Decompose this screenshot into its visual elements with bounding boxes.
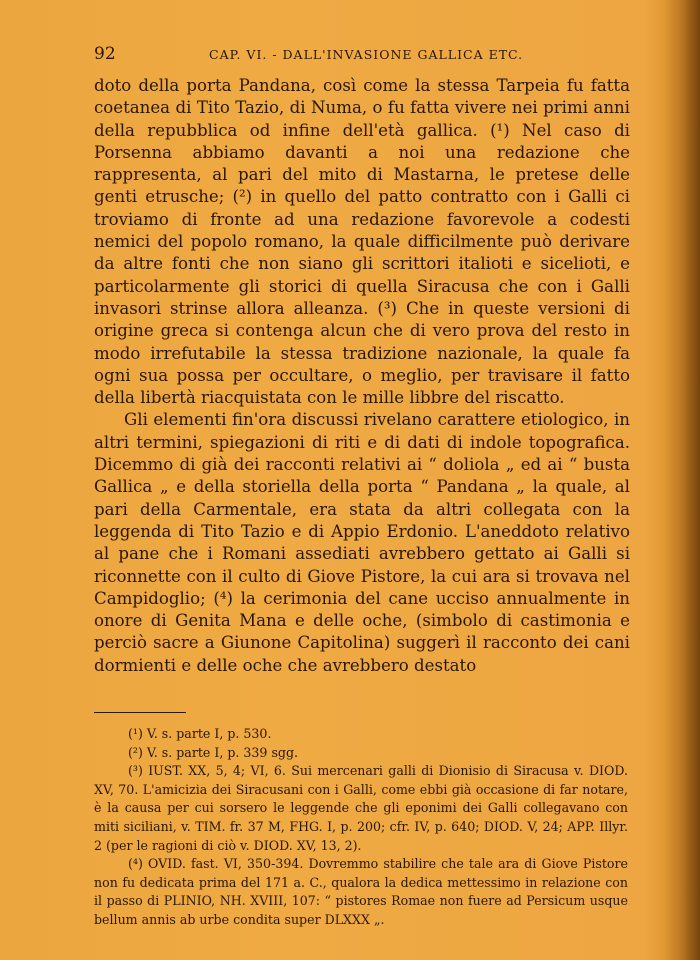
footnote-2: (²) V. s. parte I, p. 339 sgg. bbox=[128, 744, 299, 760]
footnote-3: (³) IUST. XX, 5, 4; VI, 6. Sui mercenari galli di Dionisio di Siracusa v. DIOD. XV, 70. L'amicizia dei Siracusani con i Galli, come ebbi già occasione di far notare, è la causa per cui sorsero le leggende che gli eponimi dei Galli collegavano con miti siciliani, v. TIM. fr. 37 M, FHG. I, p. 200; cfr. IV, p. 640; DIOD. V, 24; APP. Illyr. 2 (per le ragioni di ciò v. DIOD. XV, 13, 2). bbox=[94, 763, 628, 853]
page-number: 92 bbox=[94, 44, 116, 64]
page-header bbox=[94, 44, 634, 68]
footnote-1: (¹) V. s. parte I, p. 530. bbox=[128, 726, 272, 741]
main-text bbox=[94, 75, 630, 677]
footnote-separator bbox=[94, 712, 186, 713]
paragraph-2: Gli elementi fin'ora discussi rivelano carattere etiologico, in altri termini, spiegazioni di riti e di dati di indole topografica. Dicemmo di già dei racconti relativi ai “ doliola „ ed ai “ busta Gallica „ e della storiella della porta “ Pandana „ la quale, al pari della Carmentale, era stata da altri collegata con la leggenda di Tito Tazio e di Appio Erdonio. L'aneddoto relativo al pane che i Romani assediati avrebbero gettato ai Galli si riconnette con il culto di Giove Pistore, la cui ara si trovava nel Campidoglio; (⁴) la cerimonia del cane ucciso annualmente in onore di Genita Mana e delle oche, (simbolo di castimonia e perciò sacre a Giunone Capitolina) suggerì il racconto dei cani dormienti e delle oche che avrebbero destato bbox=[94, 410, 630, 675]
running-title: CAP. VI. - DALL'INVASIONE GALLICA ETC. bbox=[209, 47, 524, 62]
paragraph-1: doto della porta Pandana, così come la stessa Tarpeia fu fatta coetanea di Tito Tazio, di Numa, o fu fatta vivere nei primi anni della repubblica od infine dell'età gallica. (¹) Nel caso di Porsenna abbiamo davanti a noi una redazione che rappresenta, al pari del mito di Mastarna, le pretese delle genti etrusche; (²) in quello del patto contratto con i Galli ci troviamo di fronte ad una redazione favorevole a codesti nemici del popolo romano, la quale difficilmente può derivare da altre fonti che non siano gli scrittori italioti e sicelioti, e particolarmente gli storici di quella Siracusa che con i Galli invasori strinse allora alleanza. (³) Che in queste versioni di origine greca si contenga alcun che di vero prova del resto in modo irrefutabile la stessa tradizione nazionale, la quale fa ogni sua possa per occultare, o meglio, per travisare il fatto della libertà riacquistata con le mille libbre del riscatto. bbox=[94, 76, 630, 408]
footnote-4: (⁴) OVID. fast. VI, 350-394. Dovremmo stabilire che tale ara di Giove Pistore non fu dedicata prima del 171 a. C., qualora la dedica mettessimo in relazione con il passo di PLINIO, NH. XVIII, 107: “ pistores Romae non fuere ad Persicum usque bellum annis ab urbe condita super DLXXX „. bbox=[94, 856, 628, 927]
footnotes bbox=[94, 725, 628, 930]
page-spine-shadow bbox=[664, 0, 700, 960]
